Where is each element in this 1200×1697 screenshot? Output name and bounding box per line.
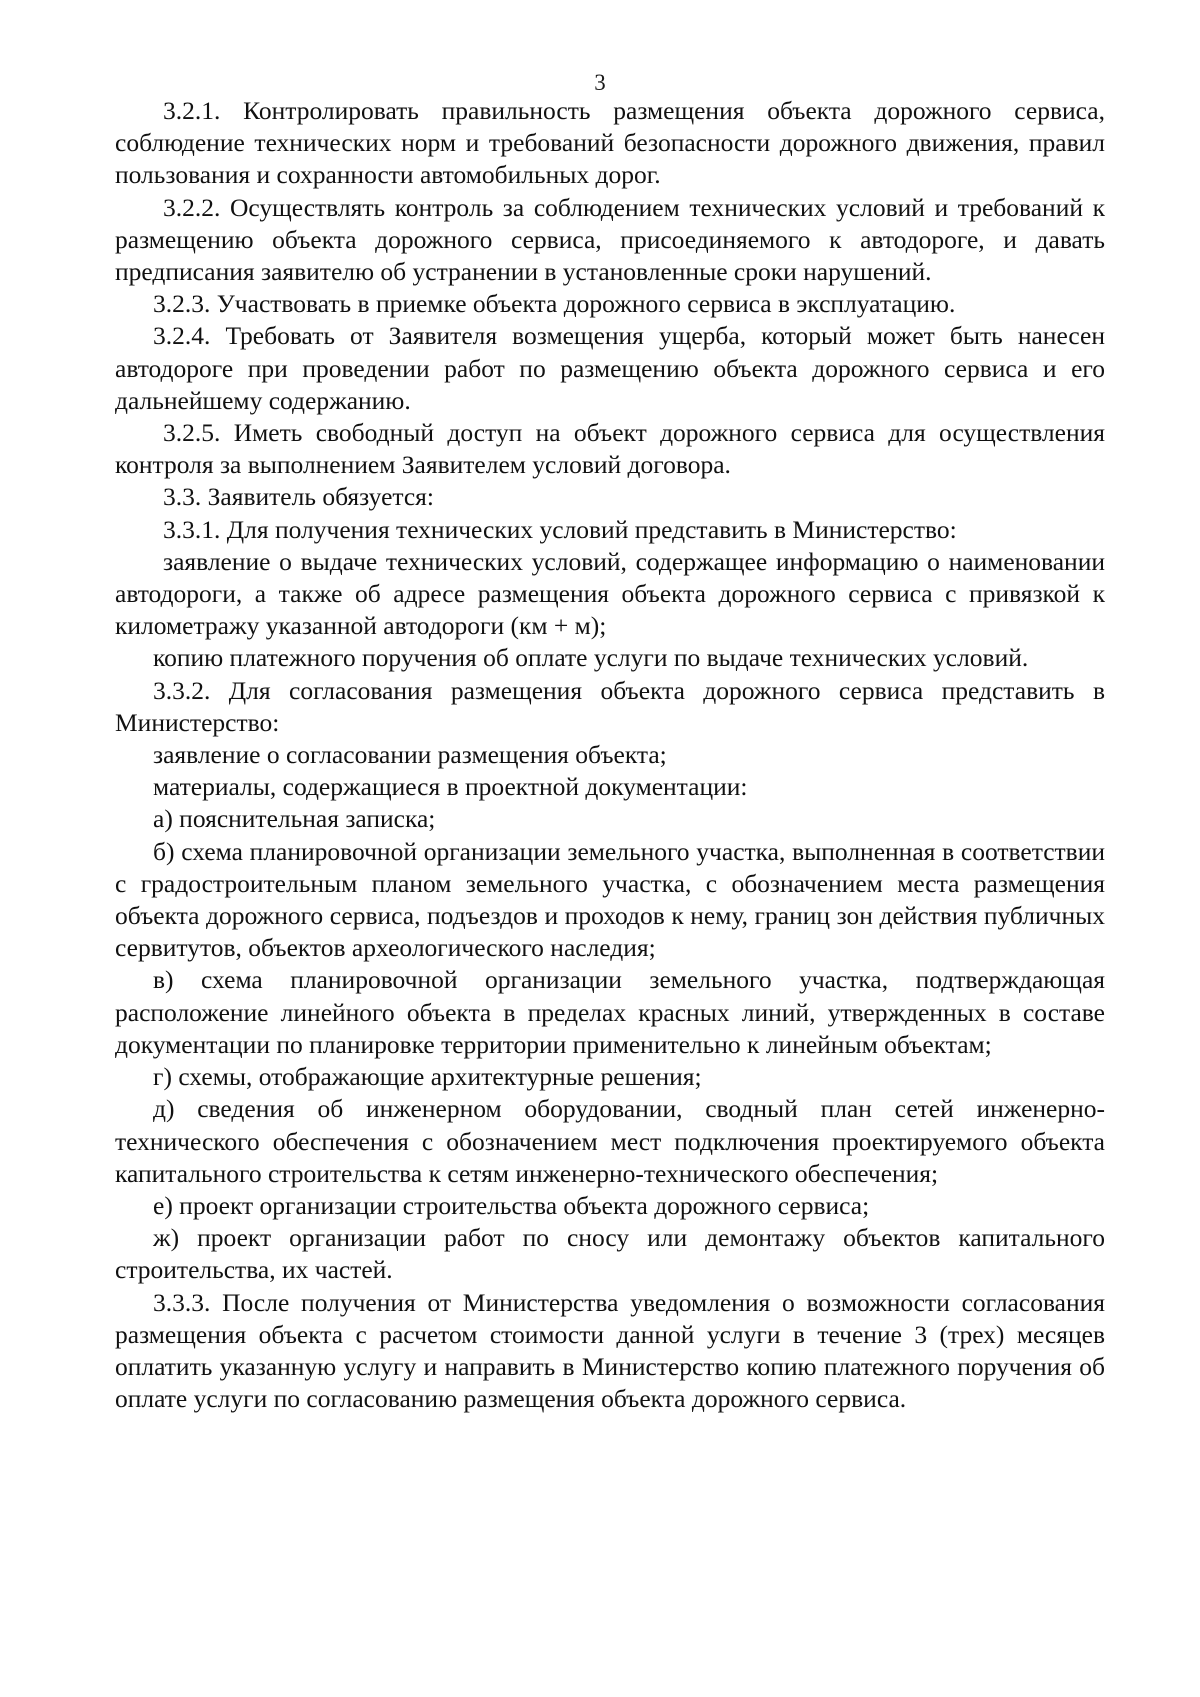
paragraph-3-2-4: 3.2.4. Требовать от Заявителя возмещения ущерба, который может быть нанесен автодороге при проведении работ по размещению объекта дорожного сервиса и его дальнейшему содержанию. — [115, 321, 1105, 415]
paragraph-payment-copy: копию платежного поручения об оплате услуги по выдаче технических условий. — [153, 643, 1029, 673]
paragraph-application-tech-conditions: заявление о выдаче технических условий, содержащее информацию о наименовании автодороги, а также об адресе размещения объекта дорожного сервиса с привязкой к километражу указанной автодороги (км + м); — [115, 546, 1105, 641]
list-item-zh: ж) проект организации работ по сносу или демонтажу объектов капитального строительства, их частей. — [115, 1223, 1105, 1285]
paragraph-3-3-1: 3.3.1. Для получения технических условий представить в Министерство: — [163, 514, 957, 544]
paragraph-project-materials: материалы, содержащиеся в проектной документации: — [153, 772, 748, 802]
paragraph-3-2-2: 3.2.2. Осуществлять контроль за соблюдением технических условий и требований к размещению объекта дорожного сервиса, присоединяемого к автодороге, и давать предписания заявителю об устранении в установленные сроки нарушений. — [115, 192, 1105, 287]
paragraph-3-3-3: 3.3.3. После получения от Министерства уведомления о возможности согласования размещения объекта с расчетом стоимости данной услуги в течение 3 (трех) месяцев оплатить указанную услугу и направить в Министерство копию платежного поручения об оплате услуги по согласованию размещения объекта дорожного сервиса. — [115, 1287, 1105, 1414]
list-item-v: в) схема планировочной организации земельного участка, подтверждающая расположение линейного объекта в пределах красных линий, утвержденных в составе документации по планировке территории применительно к линейным объектам; — [115, 965, 1105, 1059]
document-body — [115, 95, 1105, 1415]
list-item-e: е) проект организации строительства объекта дорожного сервиса; — [153, 1190, 870, 1220]
list-item-b: б) схема планировочной организации земельного участка, выполненная в соответствии с градостроительным планом земельного участка, с обозначением места размещения объекта дорожного сервиса, подъездов и проходов к нему, границ зон действия публичных сервитутов, объектов археологического наследия; — [115, 836, 1105, 963]
paragraph-3-3-2: 3.3.2. Для согласования размещения объекта дорожного сервиса представить в Министерство: — [115, 675, 1105, 737]
list-item-a: а) пояснительная записка; — [153, 804, 436, 834]
paragraph-application-approval: заявление о согласовании размещения объекта; — [153, 740, 667, 770]
list-item-d: д) сведения об инженерном оборудовании, сводный план сетей инженерно-технического обеспечения с обозначением мест подключения проектируемого объекта капитального строительства к сетям инженерно-технического обеспечения; — [115, 1094, 1105, 1188]
paragraph-3-2-1: 3.2.1. Контролировать правильность размещения объекта дорожного сервиса, соблюдение технических норм и требований безопасности дорожного движения, правил пользования и сохранности автомобильных дорог. — [115, 96, 1105, 190]
paragraph-3-3: 3.3. Заявитель обязуется: — [163, 482, 434, 512]
paragraph-3-2-5: 3.2.5. Иметь свободный доступ на объект дорожного сервиса для осуществления контроля за выполнением Заявителем условий договора. — [115, 418, 1105, 480]
list-item-g: г) схемы, отображающие архитектурные решения; — [153, 1062, 702, 1092]
paragraph-3-2-3: 3.2.3. Участвовать в приемке объекта дорожного сервиса в эксплуатацию. — [153, 289, 956, 319]
page-number: 3 — [594, 70, 606, 95]
